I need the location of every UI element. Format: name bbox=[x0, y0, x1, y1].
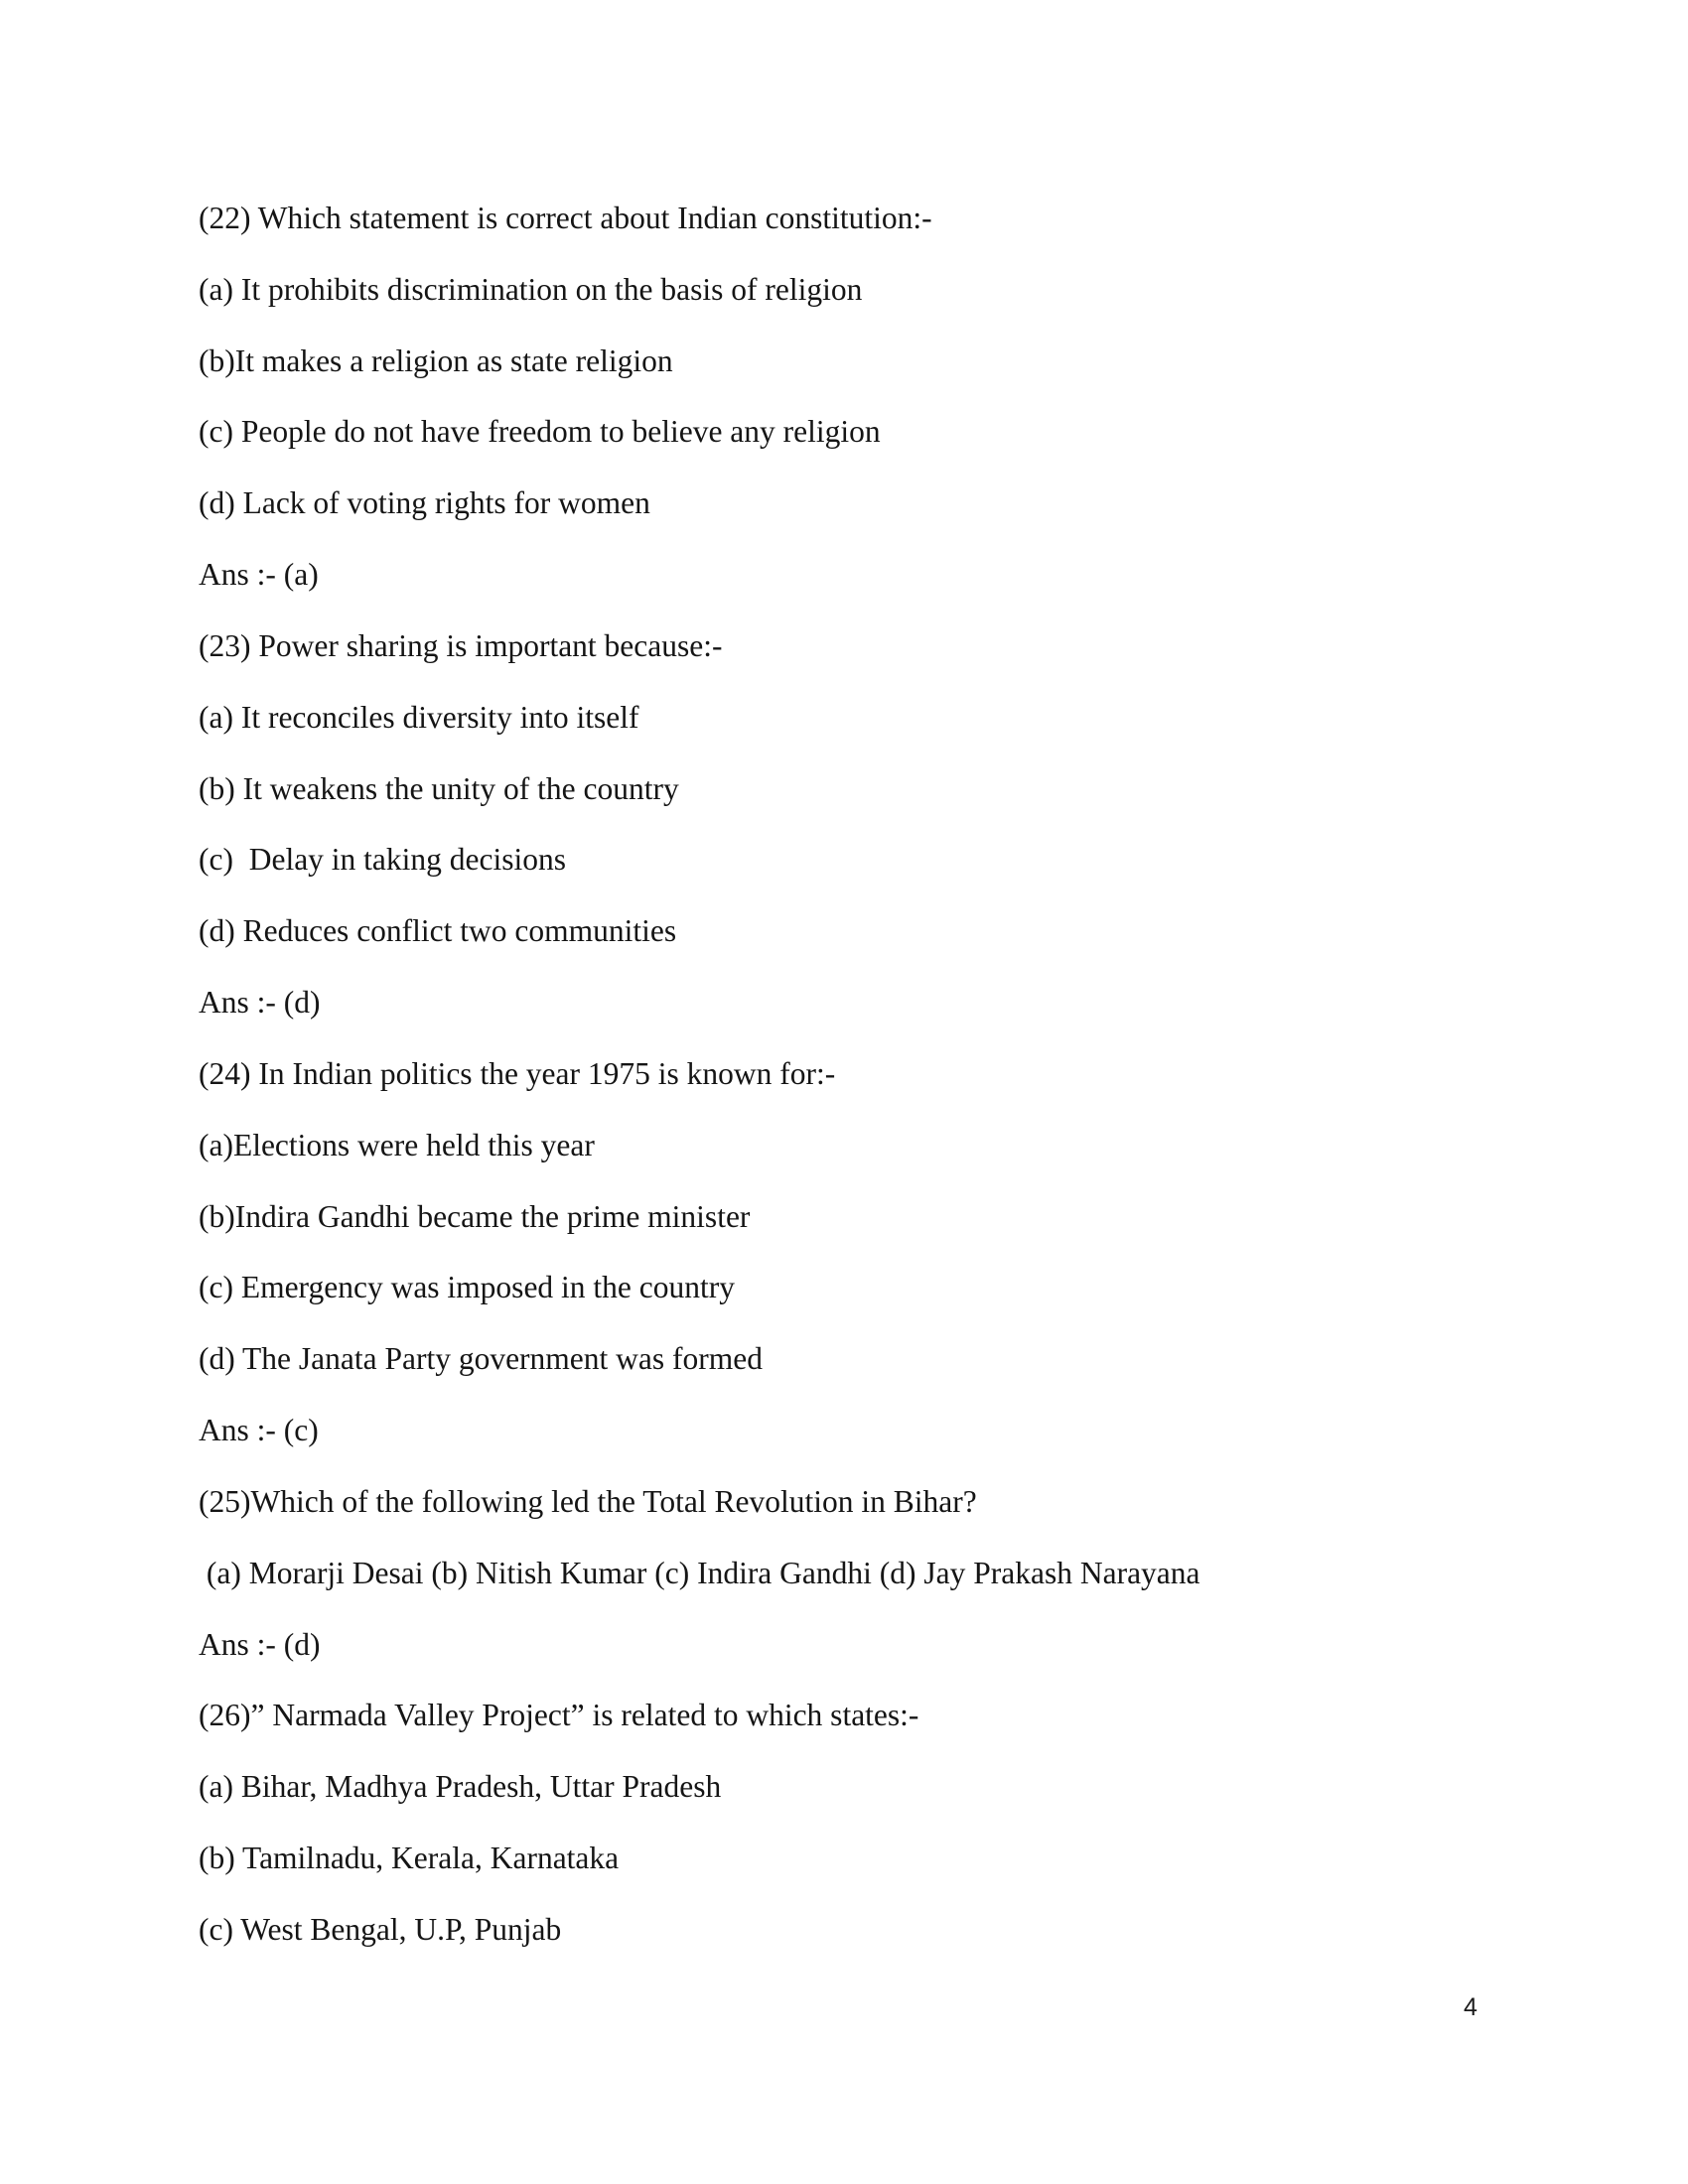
question-25-options: (a) Morarji Desai (b) Nitish Kumar (c) Indira Gandhi (d) Jay Prakash Narayana bbox=[199, 1555, 1200, 1590]
question-24-option-c: (c) Emergency was imposed in the country bbox=[199, 1270, 736, 1305]
question-23-text: (23) Power sharing is important because:- bbox=[199, 627, 723, 663]
question-24-option-b: (b)Indira Gandhi became the prime minister bbox=[199, 1198, 751, 1234]
question-22-option-b: (b)It makes a religion as state religion bbox=[199, 342, 673, 378]
question-23-answer: Ans :- (d) bbox=[199, 985, 321, 1021]
question-26-option-c: (c) West Bengal, U.P, Punjab bbox=[199, 1911, 562, 1947]
question-25-answer: Ans :- (d) bbox=[199, 1626, 321, 1662]
question-22-option-c: (c) People do not have freedom to believe any religion bbox=[199, 414, 881, 450]
page-number: 4 bbox=[1464, 1993, 1477, 2021]
question-25-text: (25)Which of the following led the Total Revolution in Bihar? bbox=[199, 1483, 977, 1519]
question-22-option-d: (d) Lack of voting rights for women bbox=[199, 485, 650, 521]
question-26-option-a: (a) Bihar, Madhya Pradesh, Uttar Pradesh bbox=[199, 1769, 722, 1805]
question-23-option-d: (d) Reduces conflict two communities bbox=[199, 913, 677, 949]
question-23-option-b: (b) It weakens the unity of the country bbox=[199, 770, 679, 806]
question-24-option-a: (a)Elections were held this year bbox=[199, 1127, 595, 1162]
question-22-answer: Ans :- (a) bbox=[199, 557, 319, 593]
question-23-option-a: (a) It reconciles diversity into itself bbox=[199, 699, 639, 735]
question-26-text: (26)” Narmada Valley Project” is related to which states:- bbox=[199, 1698, 919, 1733]
question-24-text: (24) In Indian politics the year 1975 is known for:- bbox=[199, 1055, 836, 1091]
question-22-text: (22) Which statement is correct about Indian constitution:- bbox=[199, 201, 932, 235]
question-22-option-a: (a) It prohibits discrimination on the basis of religion bbox=[199, 271, 863, 307]
question-24-answer: Ans :- (c) bbox=[199, 1413, 319, 1448]
question-26-option-b: (b) Tamilnadu, Kerala, Karnataka bbox=[199, 1841, 620, 1876]
question-list bbox=[199, 199, 1489, 1981]
question-24-option-d: (d) The Janata Party government was formed bbox=[199, 1341, 763, 1377]
question-23-option-c: (c) Delay in taking decisions bbox=[199, 842, 567, 878]
